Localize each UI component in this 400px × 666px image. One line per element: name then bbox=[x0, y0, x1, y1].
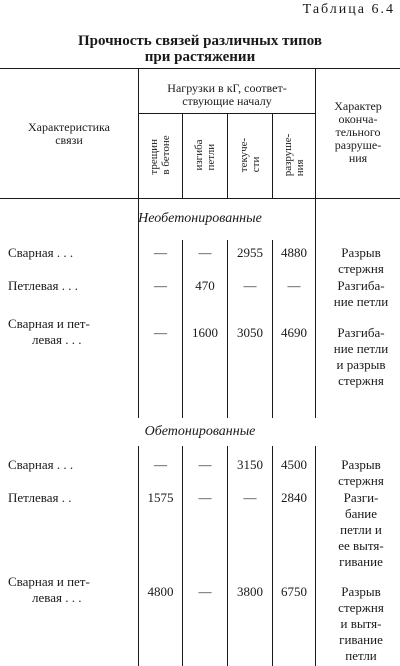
cell-bending: — bbox=[198, 457, 212, 472]
table-title-line-2: при растяжении bbox=[144, 49, 256, 65]
row-name: Петлевая . . bbox=[8, 490, 72, 505]
table-page: Таблица 6.4 Прочность связей различных типов при растяжении Характеристика связи Нагрузки в кГ, соответ- ствующие началу Характер окончa- тельного разруше- ния трещин в бетоне изгиба петли текуче- сти разруше- ния Необетонированные Сварная . . . — — 2955 4880 Разрыв стержня Петлевая . . . — 470 — — Разгибa- ние петли Сварная и пет- левая . . . — 1600 3050 4690 Разгибa- ние петли и разрыв стержня Обетонированные Сварная . . . — — 3150 4500 Разрыв стержня Петлевая . . 1575 — — 2840 Разги- бание петли и ее вытя- гивание Сварная и пет- левая . . . 4800 — 3800 6750 Разрыв стержня и вытя- гивание петли bbox=[0, 0, 400, 666]
cell-failure: 2840 bbox=[281, 490, 307, 505]
cell-bending: 1600 bbox=[192, 325, 218, 340]
section-title-unconcreted: Необетонированные bbox=[138, 211, 262, 226]
section-title-concreted: Обетонированные bbox=[144, 424, 256, 439]
cell-failure: 4690 bbox=[281, 325, 307, 340]
top-rule bbox=[0, 68, 400, 69]
column-divider-3-header bbox=[227, 113, 228, 198]
header-characteristic: Характеристика связи bbox=[28, 120, 110, 147]
cell-yield: 3150 bbox=[237, 457, 263, 472]
cell-result: Разрыв стержня bbox=[338, 245, 384, 276]
cell-bending: — bbox=[198, 490, 212, 505]
cell-failure: — bbox=[287, 278, 301, 293]
header-loads: Нагрузки в кГ, соответ- ствующие началу bbox=[167, 81, 287, 108]
cell-yield: — bbox=[243, 490, 257, 505]
cell-bending: 470 bbox=[195, 278, 215, 293]
cell-result: Разрыв стержня и вытя- гивание петли bbox=[338, 584, 384, 663]
cell-crack: — bbox=[154, 325, 167, 340]
cell-yield: 2955 bbox=[237, 245, 263, 260]
column-divider-4-lower bbox=[272, 446, 273, 666]
column-divider-1-lower bbox=[138, 446, 139, 666]
column-divider-1-upper bbox=[138, 68, 139, 418]
cell-crack: — bbox=[154, 457, 167, 472]
column-divider-2-lower bbox=[182, 446, 183, 666]
row-name: Сварная и пет- левая . . . bbox=[8, 574, 90, 605]
cell-failure: 4880 bbox=[281, 245, 307, 260]
cell-result: Разги- бание петли и ее вытя- гивание bbox=[338, 490, 384, 569]
cell-result: Разгибa- ние петли и разрыв стержня bbox=[333, 325, 389, 388]
cell-failure: 6750 bbox=[281, 584, 307, 599]
table-title-line-1: Прочность связей различных типов bbox=[77, 33, 323, 49]
row-name: Сварная . . . bbox=[8, 457, 74, 472]
cell-result: Разрыв стержня bbox=[338, 457, 384, 488]
cell-result: Разгибa- ние петли bbox=[333, 278, 389, 309]
cell-yield: — bbox=[243, 278, 257, 293]
column-divider-4-header bbox=[272, 113, 273, 198]
column-divider-3-lower bbox=[227, 446, 228, 666]
row-name: Сварная и пет- левая . . . bbox=[8, 316, 90, 347]
column-divider-2-header bbox=[182, 113, 183, 198]
cell-crack: 4800 bbox=[147, 584, 174, 599]
cell-bending: — bbox=[198, 245, 212, 260]
cell-crack: — bbox=[154, 278, 167, 293]
row-name: Сварная . . . bbox=[8, 245, 74, 260]
table-number: Таблица 6.4 bbox=[302, 2, 395, 17]
cell-bending: — bbox=[198, 584, 212, 599]
column-divider-5-lower bbox=[315, 446, 316, 666]
cell-yield: 3800 bbox=[237, 584, 263, 599]
cell-failure: 4500 bbox=[281, 457, 307, 472]
cell-crack: 1575 bbox=[147, 490, 174, 505]
cell-yield: 3050 bbox=[237, 325, 263, 340]
row-name: Петлевая . . . bbox=[8, 278, 78, 293]
header-final-failure: Характер окончa- тельного разруше- ния bbox=[334, 99, 382, 165]
header-bottom-rule bbox=[0, 198, 400, 199]
cell-crack: — bbox=[154, 245, 167, 260]
